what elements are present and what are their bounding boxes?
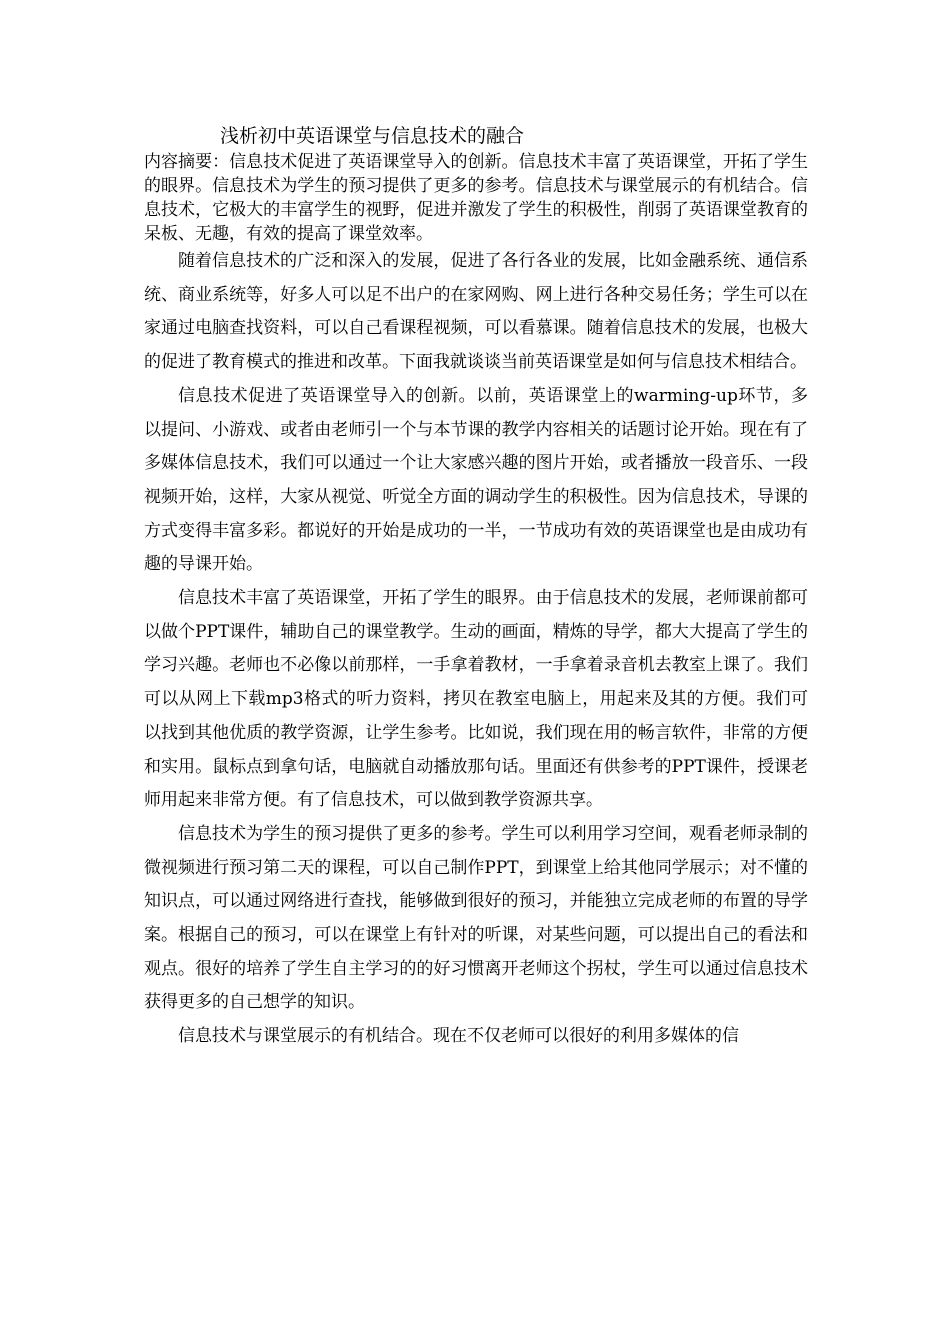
abstract-label: 内容摘要： [144,152,230,172]
paragraph: 信息技术为学生的预习提供了更多的参考。学生可以利用学习空间，观看老师录制的微视频进行预习第二天的课程，可以自己制作PPT，到课堂上给其他同学展示；对不懂的知识点，可以通过网络进行查找，能够做到很好的预习，并能独立完成老师的布置的导学案。根据自己的预习，可以在课堂上有针对的听课，对某些问题，可以提出自己的看法和观点。很好的培养了学生自主学习的的好习惯离开老师这个拐杖，学生可以通过信息技术获得更多的自己想学的知识。 [144,823,808,1013]
paragraph: 信息技术丰富了英语课堂，开拓了学生的眼界。由于信息技术的发展，老师课前都可以做个PPT课件，辅助自己的课堂教学。生动的画面，精炼的导学，都大大提高了学生的学习兴趣。老师也不必像以前那样，一手拿着教材，一手拿着录音机去教室上课了。我们可以从网上下载mp3格式的听力资料，拷贝在教室电脑上，用起来及其的方便。我们可以找到其他优质的教学资源，让学生参考。比如说，我们现在用的畅言软件，非常的方便和实用。鼠标点到拿句话，电脑就自动播放那句话。里面还有供参考的PPT课件，授课老师用起来非常方便。有了信息技术，可以做到教学资源共享。 [144,588,808,811]
abstract-text: 信息技术促进了英语课堂导入的创新。信息技术丰富了英语课堂，开拓了学生的眼界。信息技术为学生的预习提供了更多的参考。信息技术与课堂展示的有机结合。信息技术，它极大的丰富学生的视野，促进并激发了学生的积极性，削弱了英语课堂教育的呆板、无趣，有效的提高了课堂效率。 [144,152,809,244]
paragraph: 随着信息技术的广泛和深入的发展，促进了各行各业的发展，比如金融系统、通信系统、商业系统等，好多人可以足不出户的在家网购、网上进行各种交易任务；学生可以在家通过电脑查找资料，可以自己看课程视频，可以看慕课。随着信息技术的发展，也极大的促进了教育模式的推进和改革。下面我就谈谈当前英语课堂是如何与信息技术相结合。 [144,251,808,373]
paragraph: 信息技术促进了英语课堂导入的创新。以前，英语课堂上的warming-up环节，多以提问、小游戏、或者由老师引一个与本节课的教学内容相关的话题讨论开始。现在有了多媒体信息技术，我们可以通过一个让大家感兴趣的图片开始，或者播放一段音乐、一段视频开始，这样，大家从视觉、听觉全方面的调动学生的积极性。因为信息技术，导课的方式变得丰富多彩。都说好的开始是成功的一半，一节成功有效的英语课堂也是由成功有趣的导课开始。 [144,385,808,575]
document-body [144,245,808,1054]
abstract [144,150,808,246]
paragraph: 信息技术与课堂展示的有机结合。现在不仅老师可以很好的利用多媒体的信 [178,1026,739,1047]
document-title: 浅析初中英语课堂与信息技术的融合 [220,125,525,147]
